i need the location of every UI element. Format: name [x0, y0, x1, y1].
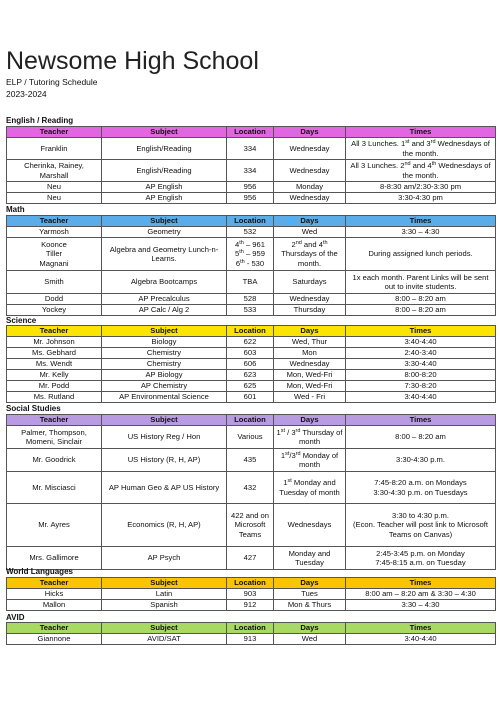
cell-days: Mon, Wed-Fri	[274, 370, 346, 381]
page-title: Newsome High School	[6, 47, 259, 75]
cell-times: 7:45-8:20 a.m. on Mondays 3:30-4:30 p.m. on Tuesdays	[346, 472, 496, 504]
cell-days: 2nd and 4th Thursdays of the month.	[274, 238, 346, 271]
table-row	[7, 348, 496, 359]
cell-times: 3:30-4:30 pm	[346, 193, 496, 204]
cell-times: During assigned lunch periods.	[346, 238, 496, 271]
cell-days: Wed	[274, 634, 346, 645]
cell-days: Wednesday	[274, 359, 346, 370]
cell-days: Wed - Fri	[274, 392, 346, 403]
cell-days: 1st / 3rd Thursday of month	[274, 426, 346, 449]
cell-location: 435	[227, 449, 274, 472]
cell-location: 903	[227, 589, 274, 600]
table-row	[7, 634, 496, 645]
column-header-teacher: Teacher	[7, 127, 102, 138]
column-header-subject: Subject	[102, 216, 227, 227]
cell-subject: AP Biology	[102, 370, 227, 381]
cell-teacher: Mr. Johnson	[7, 337, 102, 348]
cell-teacher: Cherinka, Rainey, Marshall	[7, 160, 102, 182]
column-header-teacher: Teacher	[7, 415, 102, 426]
column-header-times: Times	[346, 216, 496, 227]
table-row	[7, 359, 496, 370]
column-header-days: Days	[274, 127, 346, 138]
cell-subject: AVID/SAT	[102, 634, 227, 645]
cell-teacher: Mallon	[7, 600, 102, 611]
cell-subject: Spanish	[102, 600, 227, 611]
cell-times: 3:30 – 4:30	[346, 600, 496, 611]
section-label-science: Science	[6, 316, 37, 325]
cell-subject: Algebra and Geometry Lunch-n-Learns.	[102, 238, 227, 271]
cell-teacher: Mr. Misciasci	[7, 472, 102, 504]
cell-times: All 3 Lunches. 1st and 3rd Wednesdays of the month.	[346, 138, 496, 160]
cell-teacher: Hicks	[7, 589, 102, 600]
column-header-subject: Subject	[102, 415, 227, 426]
cell-location: 334	[227, 160, 274, 182]
column-header-location: Location	[227, 623, 274, 634]
table-row	[7, 294, 496, 305]
schedule-subtitle: ELP / Tutoring Schedule	[6, 77, 98, 87]
cell-subject: AP Calc / Alg 2	[102, 305, 227, 316]
cell-teacher: Ms. Gebhard	[7, 348, 102, 359]
column-header-days: Days	[274, 578, 346, 589]
table-row	[7, 381, 496, 392]
cell-times: 2:40-3:40	[346, 348, 496, 359]
column-header-subject: Subject	[102, 623, 227, 634]
cell-location: 606	[227, 359, 274, 370]
table-row	[7, 589, 496, 600]
cell-days: 1st/3rd Monday of month	[274, 449, 346, 472]
cell-location: 427	[227, 547, 274, 570]
table-row	[7, 426, 496, 449]
cell-subject: Chemistry	[102, 359, 227, 370]
table-header-row	[7, 216, 496, 227]
cell-subject: Chemistry	[102, 348, 227, 359]
schedule-table-math	[6, 215, 496, 316]
column-header-location: Location	[227, 127, 274, 138]
table-row	[7, 337, 496, 348]
cell-teacher: Mrs. Gallimore	[7, 547, 102, 570]
cell-location: 4th – 961 5th – 959 6th - 530	[227, 238, 274, 271]
cell-times: 2:45-3:45 p.m. on Monday 7:45-8:15 a.m. on Tuesday	[346, 547, 496, 570]
table-header-row	[7, 578, 496, 589]
cell-subject: US History Reg / Hon	[102, 426, 227, 449]
cell-subject: Economics (R, H, AP)	[102, 504, 227, 547]
cell-subject: Algebra Bootcamps	[102, 271, 227, 294]
cell-subject: English/Reading	[102, 160, 227, 182]
column-header-times: Times	[346, 578, 496, 589]
cell-times: 3:40-4:40	[346, 392, 496, 403]
cell-teacher: Neu	[7, 193, 102, 204]
cell-times: 3:30 to 4:30 p.m. (Econ. Teacher will post link to Microsoft Teams on Canvas)	[346, 504, 496, 547]
cell-times: 1x each month. Parent Links will be sent out to invite students.	[346, 271, 496, 294]
cell-days: Monday	[274, 182, 346, 193]
cell-days: Saturdays	[274, 271, 346, 294]
table-header-row	[7, 127, 496, 138]
cell-subject: AP Human Geo & AP US History	[102, 472, 227, 504]
column-header-location: Location	[227, 415, 274, 426]
cell-subject: AP Chemistry	[102, 381, 227, 392]
cell-location: TBA	[227, 271, 274, 294]
cell-location: 625	[227, 381, 274, 392]
cell-location: 956	[227, 182, 274, 193]
cell-days: Wed	[274, 227, 346, 238]
column-header-location: Location	[227, 326, 274, 337]
cell-subject: Latin	[102, 589, 227, 600]
cell-location: 622	[227, 337, 274, 348]
cell-times: 8:00 – 8:20 am	[346, 305, 496, 316]
table-row	[7, 600, 496, 611]
table-row	[7, 138, 496, 160]
cell-times: 8:00 am – 8:20 am & 3:30 – 4:30	[346, 589, 496, 600]
cell-location: 334	[227, 138, 274, 160]
column-header-teacher: Teacher	[7, 326, 102, 337]
schedule-table-world	[6, 577, 496, 611]
section-label-social: Social Studies	[6, 404, 61, 413]
cell-times: 8-8:30 am/2:30-3:30 pm	[346, 182, 496, 193]
cell-location: 432	[227, 472, 274, 504]
cell-subject: US History (R, H, AP)	[102, 449, 227, 472]
table-row	[7, 193, 496, 204]
cell-days: Mon & Thurs	[274, 600, 346, 611]
column-header-teacher: Teacher	[7, 216, 102, 227]
cell-times: All 3 Lunches. 2nd and 4th Wednesdays of the month.	[346, 160, 496, 182]
column-header-days: Days	[274, 326, 346, 337]
column-header-days: Days	[274, 415, 346, 426]
cell-times: 8:00 – 8:20 am	[346, 294, 496, 305]
cell-teacher: Mr. Ayres	[7, 504, 102, 547]
school-year: 2023-2024	[6, 89, 47, 99]
cell-subject: Geometry	[102, 227, 227, 238]
table-row	[7, 238, 496, 271]
cell-teacher: Ms. Rutland	[7, 392, 102, 403]
cell-location: 422 and on Microsoft Teams	[227, 504, 274, 547]
table-row	[7, 271, 496, 294]
cell-days: Tues	[274, 589, 346, 600]
cell-location: 912	[227, 600, 274, 611]
cell-location: 623	[227, 370, 274, 381]
cell-teacher: Giannone	[7, 634, 102, 645]
table-header-row	[7, 326, 496, 337]
cell-times: 3:30-4:30 p.m.	[346, 449, 496, 472]
column-header-times: Times	[346, 127, 496, 138]
cell-subject: AP Psych	[102, 547, 227, 570]
table-row	[7, 370, 496, 381]
column-header-subject: Subject	[102, 578, 227, 589]
cell-location: 601	[227, 392, 274, 403]
cell-days: Wednesdays	[274, 504, 346, 547]
cell-times: 7:30-8:20	[346, 381, 496, 392]
column-header-times: Times	[346, 326, 496, 337]
table-row	[7, 227, 496, 238]
cell-subject: AP English	[102, 193, 227, 204]
cell-teacher: Smith	[7, 271, 102, 294]
column-header-times: Times	[346, 415, 496, 426]
cell-days: Mon, Wed-Fri	[274, 381, 346, 392]
section-label-avid: AVID	[6, 613, 25, 622]
table-row	[7, 449, 496, 472]
column-header-location: Location	[227, 578, 274, 589]
cell-location: 603	[227, 348, 274, 359]
schedule-table-social	[6, 414, 496, 570]
cell-days: Monday and Tuesday	[274, 547, 346, 570]
column-header-days: Days	[274, 216, 346, 227]
table-row	[7, 504, 496, 547]
column-header-times: Times	[346, 623, 496, 634]
schedule-table-science	[6, 325, 496, 403]
cell-teacher: Franklin	[7, 138, 102, 160]
cell-location: 913	[227, 634, 274, 645]
cell-location: 956	[227, 193, 274, 204]
cell-teacher: Koonce Tiller Magnani	[7, 238, 102, 271]
cell-teacher: Mr. Goodrick	[7, 449, 102, 472]
cell-teacher: Mr. Kelly	[7, 370, 102, 381]
table-header-row	[7, 623, 496, 634]
schedule-table-english	[6, 126, 496, 204]
cell-subject: AP English	[102, 182, 227, 193]
cell-times: 8:00 – 8:20 am	[346, 426, 496, 449]
cell-subject: English/Reading	[102, 138, 227, 160]
column-header-days: Days	[274, 623, 346, 634]
section-label-world: World Languages	[6, 567, 73, 576]
cell-location: Various	[227, 426, 274, 449]
column-header-teacher: Teacher	[7, 578, 102, 589]
cell-teacher: Dodd	[7, 294, 102, 305]
schedule-table-avid	[6, 622, 496, 645]
table-row	[7, 547, 496, 570]
cell-days: Wednesday	[274, 294, 346, 305]
cell-days: Thursday	[274, 305, 346, 316]
cell-teacher: Ms. Wendt	[7, 359, 102, 370]
cell-times: 3:30-4:40	[346, 359, 496, 370]
column-header-subject: Subject	[102, 127, 227, 138]
cell-times: 3:40-4:40	[346, 634, 496, 645]
table-row	[7, 160, 496, 182]
cell-times: 8:00-8:20	[346, 370, 496, 381]
cell-subject: AP Environmental Science	[102, 392, 227, 403]
cell-days: Wednesday	[274, 193, 346, 204]
cell-subject: AP Precalculus	[102, 294, 227, 305]
cell-teacher: Yockey	[7, 305, 102, 316]
column-header-location: Location	[227, 216, 274, 227]
section-label-math: Math	[6, 205, 25, 214]
cell-days: Wed, Thur	[274, 337, 346, 348]
cell-teacher: Neu	[7, 182, 102, 193]
column-header-teacher: Teacher	[7, 623, 102, 634]
table-row	[7, 392, 496, 403]
cell-subject: Biology	[102, 337, 227, 348]
table-row	[7, 305, 496, 316]
cell-location: 533	[227, 305, 274, 316]
table-header-row	[7, 415, 496, 426]
cell-days: 1st Monday and Tuesday of month	[274, 472, 346, 504]
cell-teacher: Palmer, Thompson, Momeni, Sinclair	[7, 426, 102, 449]
cell-location: 532	[227, 227, 274, 238]
cell-days: Wednesday	[274, 160, 346, 182]
section-label-english: English / Reading	[6, 116, 74, 125]
cell-times: 3:40-4:40	[346, 337, 496, 348]
cell-times: 3:30 – 4:30	[346, 227, 496, 238]
column-header-subject: Subject	[102, 326, 227, 337]
cell-teacher: Mr. Podd	[7, 381, 102, 392]
cell-days: Wednesday	[274, 138, 346, 160]
table-row	[7, 472, 496, 504]
table-row	[7, 182, 496, 193]
cell-days: Mon	[274, 348, 346, 359]
cell-teacher: Yarmosh	[7, 227, 102, 238]
cell-location: 528	[227, 294, 274, 305]
